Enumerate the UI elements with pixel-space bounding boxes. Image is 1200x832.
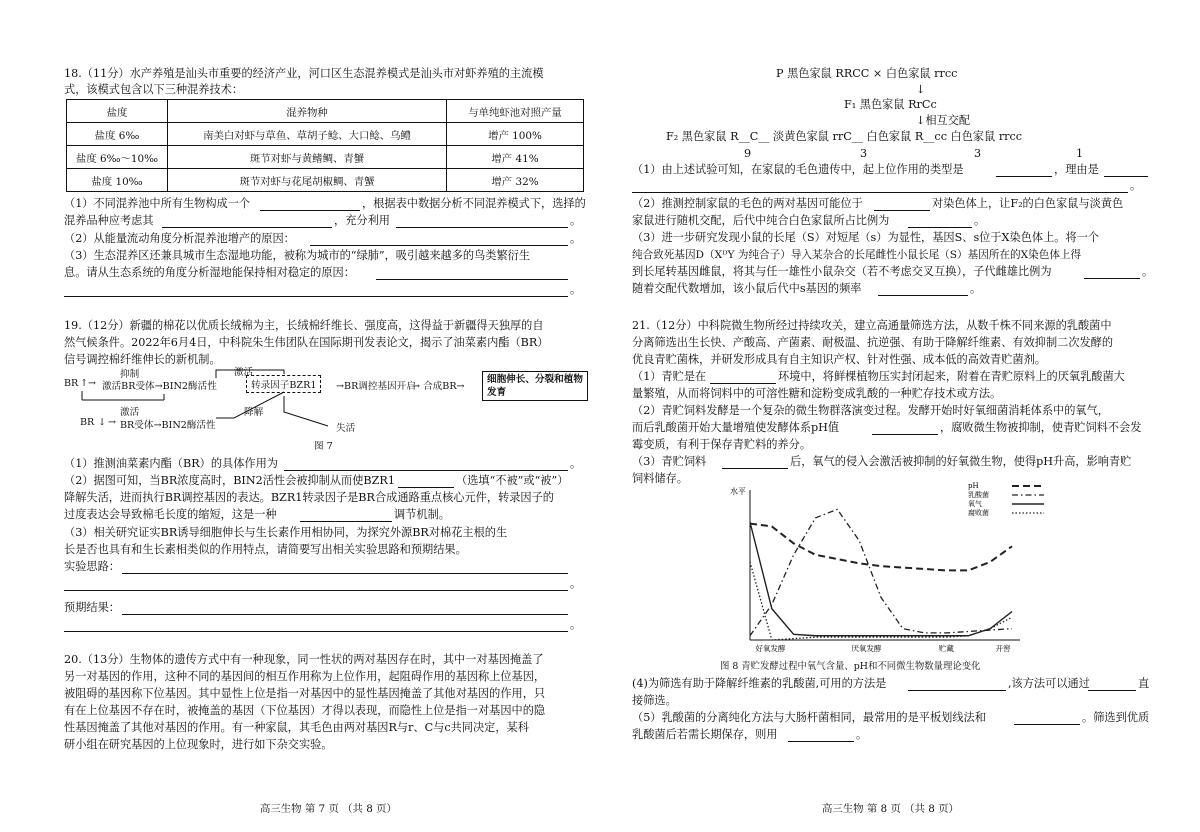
- answer-blank[interactable]: [632, 192, 1128, 193]
- answer-blank[interactable]: [722, 468, 788, 469]
- table-header: 盐度: [67, 100, 168, 123]
- diagram-activate-label: 激活: [120, 407, 140, 418]
- q21-sub5-text: 。: [856, 728, 868, 741]
- answer-blank[interactable]: [396, 227, 568, 228]
- diagram-degrade-label: 降解: [244, 407, 264, 418]
- experiment-idea-label: 实验思路：: [64, 560, 120, 573]
- diagram-pathway-1: 激活BR受体→BIN2酶活性: [102, 381, 217, 392]
- answer-blank[interactable]: [64, 631, 568, 632]
- q18-sub1-text: ，充分利用: [334, 214, 390, 227]
- figure-7-caption: 图 7: [314, 441, 333, 452]
- q19-sub2-text: 过度表达会导致棉毛长度的缩短，这是一种: [64, 508, 277, 521]
- q21-sub4: (4)为筛选有助于降解纤维素的乳酸菌,可用的方法是: [632, 677, 887, 690]
- q21-sub2-text: 而后乳酸菌开始大量增殖使发酵体系pH值: [632, 421, 840, 434]
- answer-blank[interactable]: [122, 614, 568, 615]
- q20-text: 20.（13分）生物体的遗传方式中有一种现象，同一性状的两对基因存在时，其中一对基因掩盖了: [64, 653, 544, 666]
- q18-intro: 式，该模式包含以下三种混养技术：: [64, 83, 244, 96]
- table-header-row: [67, 100, 584, 123]
- diagram-connectors: [64, 366, 364, 436]
- q20-sub1-text: ，理由是: [1054, 163, 1099, 176]
- q19-sub1-text: 。: [570, 457, 582, 470]
- phase-label: 开窖: [995, 644, 1011, 653]
- q19-sub1: （1）推测油菜素内酯（BR）的具体作用为: [64, 457, 278, 470]
- q20-sub3-text: 随着交配代数增加，该小鼠后代中s基因的频率: [632, 282, 862, 295]
- q18-sub3-text: 息。请从生态系统的角度分析湿地能保持相对稳定的原因：: [64, 266, 355, 279]
- q20-text: 研小组在研究基因的上位现象时，进行如下杂交实验。: [64, 738, 333, 751]
- q21-intro: 21.（12分）中科院微生物所经过持续攻关，建立高通量筛选方法，从数千株不同来源的乳酸菌中: [632, 319, 1112, 332]
- q21-intro: 优良青贮菌株，并研发形成具有自主知识产权、针对性强、成本低的高效青贮菌剂。: [632, 353, 1046, 366]
- table-cell: 增产 32%: [447, 169, 584, 192]
- table-cell: 斑节对虾与黄鳍鲷、青蟹: [168, 146, 447, 169]
- answer-blank[interactable]: [874, 210, 930, 211]
- q21-sub4-text: 直: [1138, 677, 1150, 690]
- answer-blank[interactable]: [908, 227, 972, 228]
- diagram-inhibit-label: 抑制: [120, 369, 140, 380]
- q20-sub2: （2）推测控制家鼠的毛色的两对基因可能位于: [632, 197, 863, 210]
- table-cell: 斑节对虾与花尾胡椒鲷、青蟹: [168, 169, 447, 192]
- q21-sub3: （3）青贮饲料: [632, 455, 707, 468]
- diagram-arrow: →: [88, 378, 97, 389]
- q20-sub3-text: 。: [970, 282, 982, 295]
- diagram-inactive: 失活: [336, 423, 356, 434]
- answer-blank[interactable]: [878, 295, 968, 296]
- q18-table: [66, 99, 584, 192]
- diagram-pathway-2: BR受体→BIN2酶活性: [120, 420, 216, 431]
- figure-7-diagram: [64, 366, 584, 456]
- q21-sub4-text: 接筛选。: [632, 694, 677, 707]
- diagram-up-arrow: ↑: [80, 378, 89, 389]
- q19-sub3-text: 长是否也具有和生长素相类似的作用特点，请简要写出相关实验思路和预期结果。: [64, 543, 467, 556]
- q21-sub3-text: 饲料储存。: [632, 472, 688, 485]
- phase-label: 贮藏: [938, 644, 954, 653]
- diagram-br: BR: [64, 378, 79, 389]
- q21-sub2-text: ，腐败微生物被抑制，使青贮饲料不会发: [940, 421, 1142, 434]
- answer-blank[interactable]: [1084, 278, 1140, 279]
- answer-blank[interactable]: [260, 210, 360, 211]
- table-cell: 增产 100%: [447, 123, 584, 146]
- line-end: 。: [570, 618, 582, 631]
- q21-sub2: （2）青贮饲料发酵是一个复杂的微生物群落演变过程。发酵开始时好氧细菌消耗体系中的氧气，: [632, 404, 1109, 417]
- q18-sub2-text: 。: [570, 232, 582, 245]
- q21-sub2-text: 霉变质，有利于保存青贮料的养分。: [632, 438, 812, 451]
- diagram-synth: → 合成BR→: [412, 381, 465, 392]
- chart-svg: [712, 480, 1072, 656]
- q20-text: 有在上位基因不存在时，被掩盖的基因（下位基因）才得以表现，而隐性上位是指一对基因中的隐: [64, 704, 546, 717]
- table-header: 与单纯虾池对照产量: [447, 100, 584, 123]
- q18-sub1-text: 混养品种应考虑其: [64, 214, 154, 227]
- answer-blank[interactable]: [996, 176, 1052, 177]
- q19-sub3: （3）相关研究证实BR诱导细胞伸长与生长素作用相协同，为探究外源BR对棉花主根的生: [64, 526, 508, 539]
- ratio: 9: [744, 147, 752, 160]
- ratio: 1: [1076, 147, 1084, 160]
- table-row: [67, 169, 584, 192]
- q18-sub1-text: 。: [570, 214, 582, 227]
- answer-blank[interactable]: [310, 245, 568, 246]
- q20-sub3: （3）进一步研究发现小鼠的长尾（S）对短尾（s）为显性，基因S、s位于X染色体上。将一个: [632, 231, 1100, 244]
- answer-blank[interactable]: [1014, 724, 1080, 725]
- q20-sub1-text: 。: [1130, 179, 1142, 192]
- answer-blank[interactable]: [300, 521, 392, 522]
- q19-sub2: （2）据图可知，当BR浓度高时，BIN2活性会被抑制从而使BZR1: [64, 474, 395, 487]
- q19-sub2-text: 降解失活，进而执行BR调控基因的表达。BZR1转录因子是BR合成通路重点核心元件，转录因子的: [64, 491, 554, 504]
- answer-blank[interactable]: [788, 741, 854, 742]
- q20-text: 被阻碍的基因称下位基因。其中显性上位是指一对基因中的显性基因掩盖了其他对基因的作用，只: [64, 687, 546, 700]
- q19-intro: 然气候条件。2022年6月4日，中科院朱生伟团队在国际期刊发表论文，揭示了油菜素内酯（BR）: [64, 336, 549, 349]
- figure-8-caption: 图 8 青贮发酵过程中氧气含量、pH和不同微生物数量理论变化: [720, 661, 981, 672]
- diagram-arrow: →: [108, 417, 117, 428]
- q21-sub5: （5）乳酸菌的分离纯化方法与大肠杆菌相同，最常用的是平板划线法和: [632, 711, 986, 724]
- table-cell: 盐度 6‰: [67, 123, 168, 146]
- page-footer: 高三生物 第 8 页 （共 8 页）: [822, 803, 959, 815]
- table-row: [67, 123, 584, 146]
- answer-blank[interactable]: [908, 690, 1006, 691]
- q19-intro: 19.（12分）新疆的棉花以优质长绒棉为主，长绒棉纤维长、强度高，这得益于新疆得天独厚的自: [64, 319, 544, 332]
- cross-f1: F₁ 黑色家鼠 RrCc: [844, 98, 937, 111]
- q19-sub2-text: 调节机制。: [394, 508, 450, 521]
- y-axis-label: 水平: [730, 487, 746, 496]
- table-header: 混养物种: [168, 100, 447, 123]
- legend-label: 腐败菌: [968, 509, 989, 517]
- q20-sub2-text: 家鼠进行随机交配，后代中纯合白色家鼠所占比例为: [632, 214, 890, 227]
- q19-sub2-text: （选填“不被”或“被”）: [456, 474, 569, 487]
- q20-sub3-text: 。: [1142, 265, 1154, 278]
- diagram-gene-on: →BR调控基因开启: [336, 381, 416, 392]
- q20-sub1: （1）由上述试验可知，在家鼠的毛色遗传中，起上位作用的类型是: [632, 163, 964, 176]
- q20-text: 另一对基因的作用，这种不同的基因间的相互作用称为上位作用，起阻碍作用的基因称上位基因，: [64, 670, 546, 683]
- cross-p: P 黑色家鼠 RRCC × 白色家鼠 rrcc: [776, 67, 958, 80]
- answer-blank[interactable]: [162, 227, 332, 228]
- legend-label: 乳酸菌: [968, 491, 989, 499]
- answer-blank[interactable]: [710, 383, 776, 384]
- diagram-down-arrow: ↓: [98, 417, 107, 428]
- q18-sub2: （2）从能量流动角度分析混养池增产的原因：: [64, 232, 295, 245]
- q19-intro: 信号调控棉纤维伸长的新机制。: [64, 353, 221, 366]
- q20-sub3-text: 到长尾转基因雌鼠，将其与任一雄性小鼠杂交（若不考虑交叉互换），子代雌雄比例为: [632, 265, 1052, 278]
- answer-blank[interactable]: [1104, 176, 1148, 177]
- diagram-result-box: 细胞伸长、分裂和植物发育: [482, 371, 588, 401]
- q21-sub3-text: 后，氧气的侵入会激活被抑制的好氧微生物，使得pH升高，影响青贮: [790, 455, 1132, 468]
- q20-sub2-text: 。: [974, 214, 986, 227]
- q18-sub1-text: ，根据表中数据分析不同混养模式下，选择的: [362, 197, 586, 210]
- q21-sub4-text: ,该方法可以通过: [1008, 677, 1090, 690]
- answer-blank[interactable]: [284, 470, 568, 471]
- answer-blank[interactable]: [1088, 690, 1136, 691]
- legend-label: pH: [968, 482, 979, 490]
- diagram-bzr1-box: 转录因子BZR1: [246, 375, 321, 393]
- line-end: 。: [570, 577, 582, 590]
- answer-blank[interactable]: [398, 487, 454, 488]
- answer-blank[interactable]: [122, 573, 568, 574]
- table-cell: 增产 41%: [447, 146, 584, 169]
- series-line: [750, 509, 1012, 635]
- phase-label: 好氧发酵: [755, 644, 786, 653]
- series-line: [750, 522, 1012, 636]
- page-footer: 高三生物 第 7 页 （共 8 页）: [260, 803, 397, 815]
- ratio: 3: [974, 147, 982, 160]
- q18-sub1: （1）不同混养池中所有生物构成一个: [64, 197, 251, 210]
- answer-blank[interactable]: [376, 279, 568, 280]
- table-cell: 南美白对虾与草鱼、草胡子鲶、大口鲶、乌鳢: [168, 123, 447, 146]
- q21-sub1: （1）青贮是在: [632, 370, 707, 383]
- diagram-activate-label: 激活: [234, 367, 254, 378]
- q21-sub5-text: 乳酸菌后若需长期保存，则用: [632, 728, 778, 741]
- diagram-br: BR: [80, 417, 95, 428]
- q21-intro: 分离筛选出生长快、产酸高、产菌素、耐极温、抗逆强、有助于降解纤维素、有效抑制二次发酵的: [632, 336, 1114, 349]
- figure-8-chart: [712, 480, 1072, 656]
- table-cell: 盐度 10‰: [67, 169, 168, 192]
- table-cell: 盐度 6‰～10‰: [67, 146, 168, 169]
- q20-sub2-text: 对染色体上，让F₂的白色家鼠与淡黄色: [932, 197, 1124, 210]
- q21-sub5-text: 。筛选到优质: [1082, 711, 1150, 724]
- q20-sub3-text: 纯合致死基因D（XᴰY 为纯合子）导入某杂合的长尾雌性小鼠长尾（S）基因所在的X染色体上得: [632, 249, 1082, 261]
- q18-intro: 18.（11分）水产养殖是汕头市重要的经济产业，河口区生态混养模式是汕头市对虾养殖的主流模: [64, 67, 544, 80]
- answer-blank[interactable]: [872, 434, 938, 435]
- ratio: 3: [860, 147, 868, 160]
- answer-blank[interactable]: [64, 590, 568, 591]
- q20-text: 性基因掩盖了其他对基因的作用。有一种家鼠，其毛色由两对基因R与r、C与c共同决定，某科: [64, 721, 529, 734]
- cross-arrow: ↓: [916, 83, 926, 96]
- q21-sub1-text: 量繁殖，从而将饲料中的可溶性糖和淀粉变成乳酸的一种贮存技术或方法。: [632, 387, 1002, 400]
- q18-sub3: （3）生态混养区还兼具城市生态湿地功能，被称为城市的“绿肺”，吸引越来越多的鸟类繁衍生: [64, 249, 531, 262]
- q18-sub3-text: 。: [570, 283, 582, 296]
- cross-arrow: ↓相互交配: [916, 114, 971, 127]
- table-row: [67, 146, 584, 169]
- q21-sub1-text: 环境中，将鲜棵植物压实封闭起来，附着在青贮原料上的厌氧乳酸菌大: [778, 370, 1125, 383]
- expected-result-label: 预期结果：: [64, 601, 120, 614]
- phase-label: 厌氧发酵: [851, 644, 882, 653]
- legend-label: 氧气: [968, 500, 982, 508]
- cross-f2: F₂ 黑色家鼠 R__C__ 淡黄色家鼠 rrC__ 白色家鼠 R__cc 白色家鼠 rrcc: [666, 130, 1023, 143]
- answer-blank[interactable]: [64, 296, 568, 297]
